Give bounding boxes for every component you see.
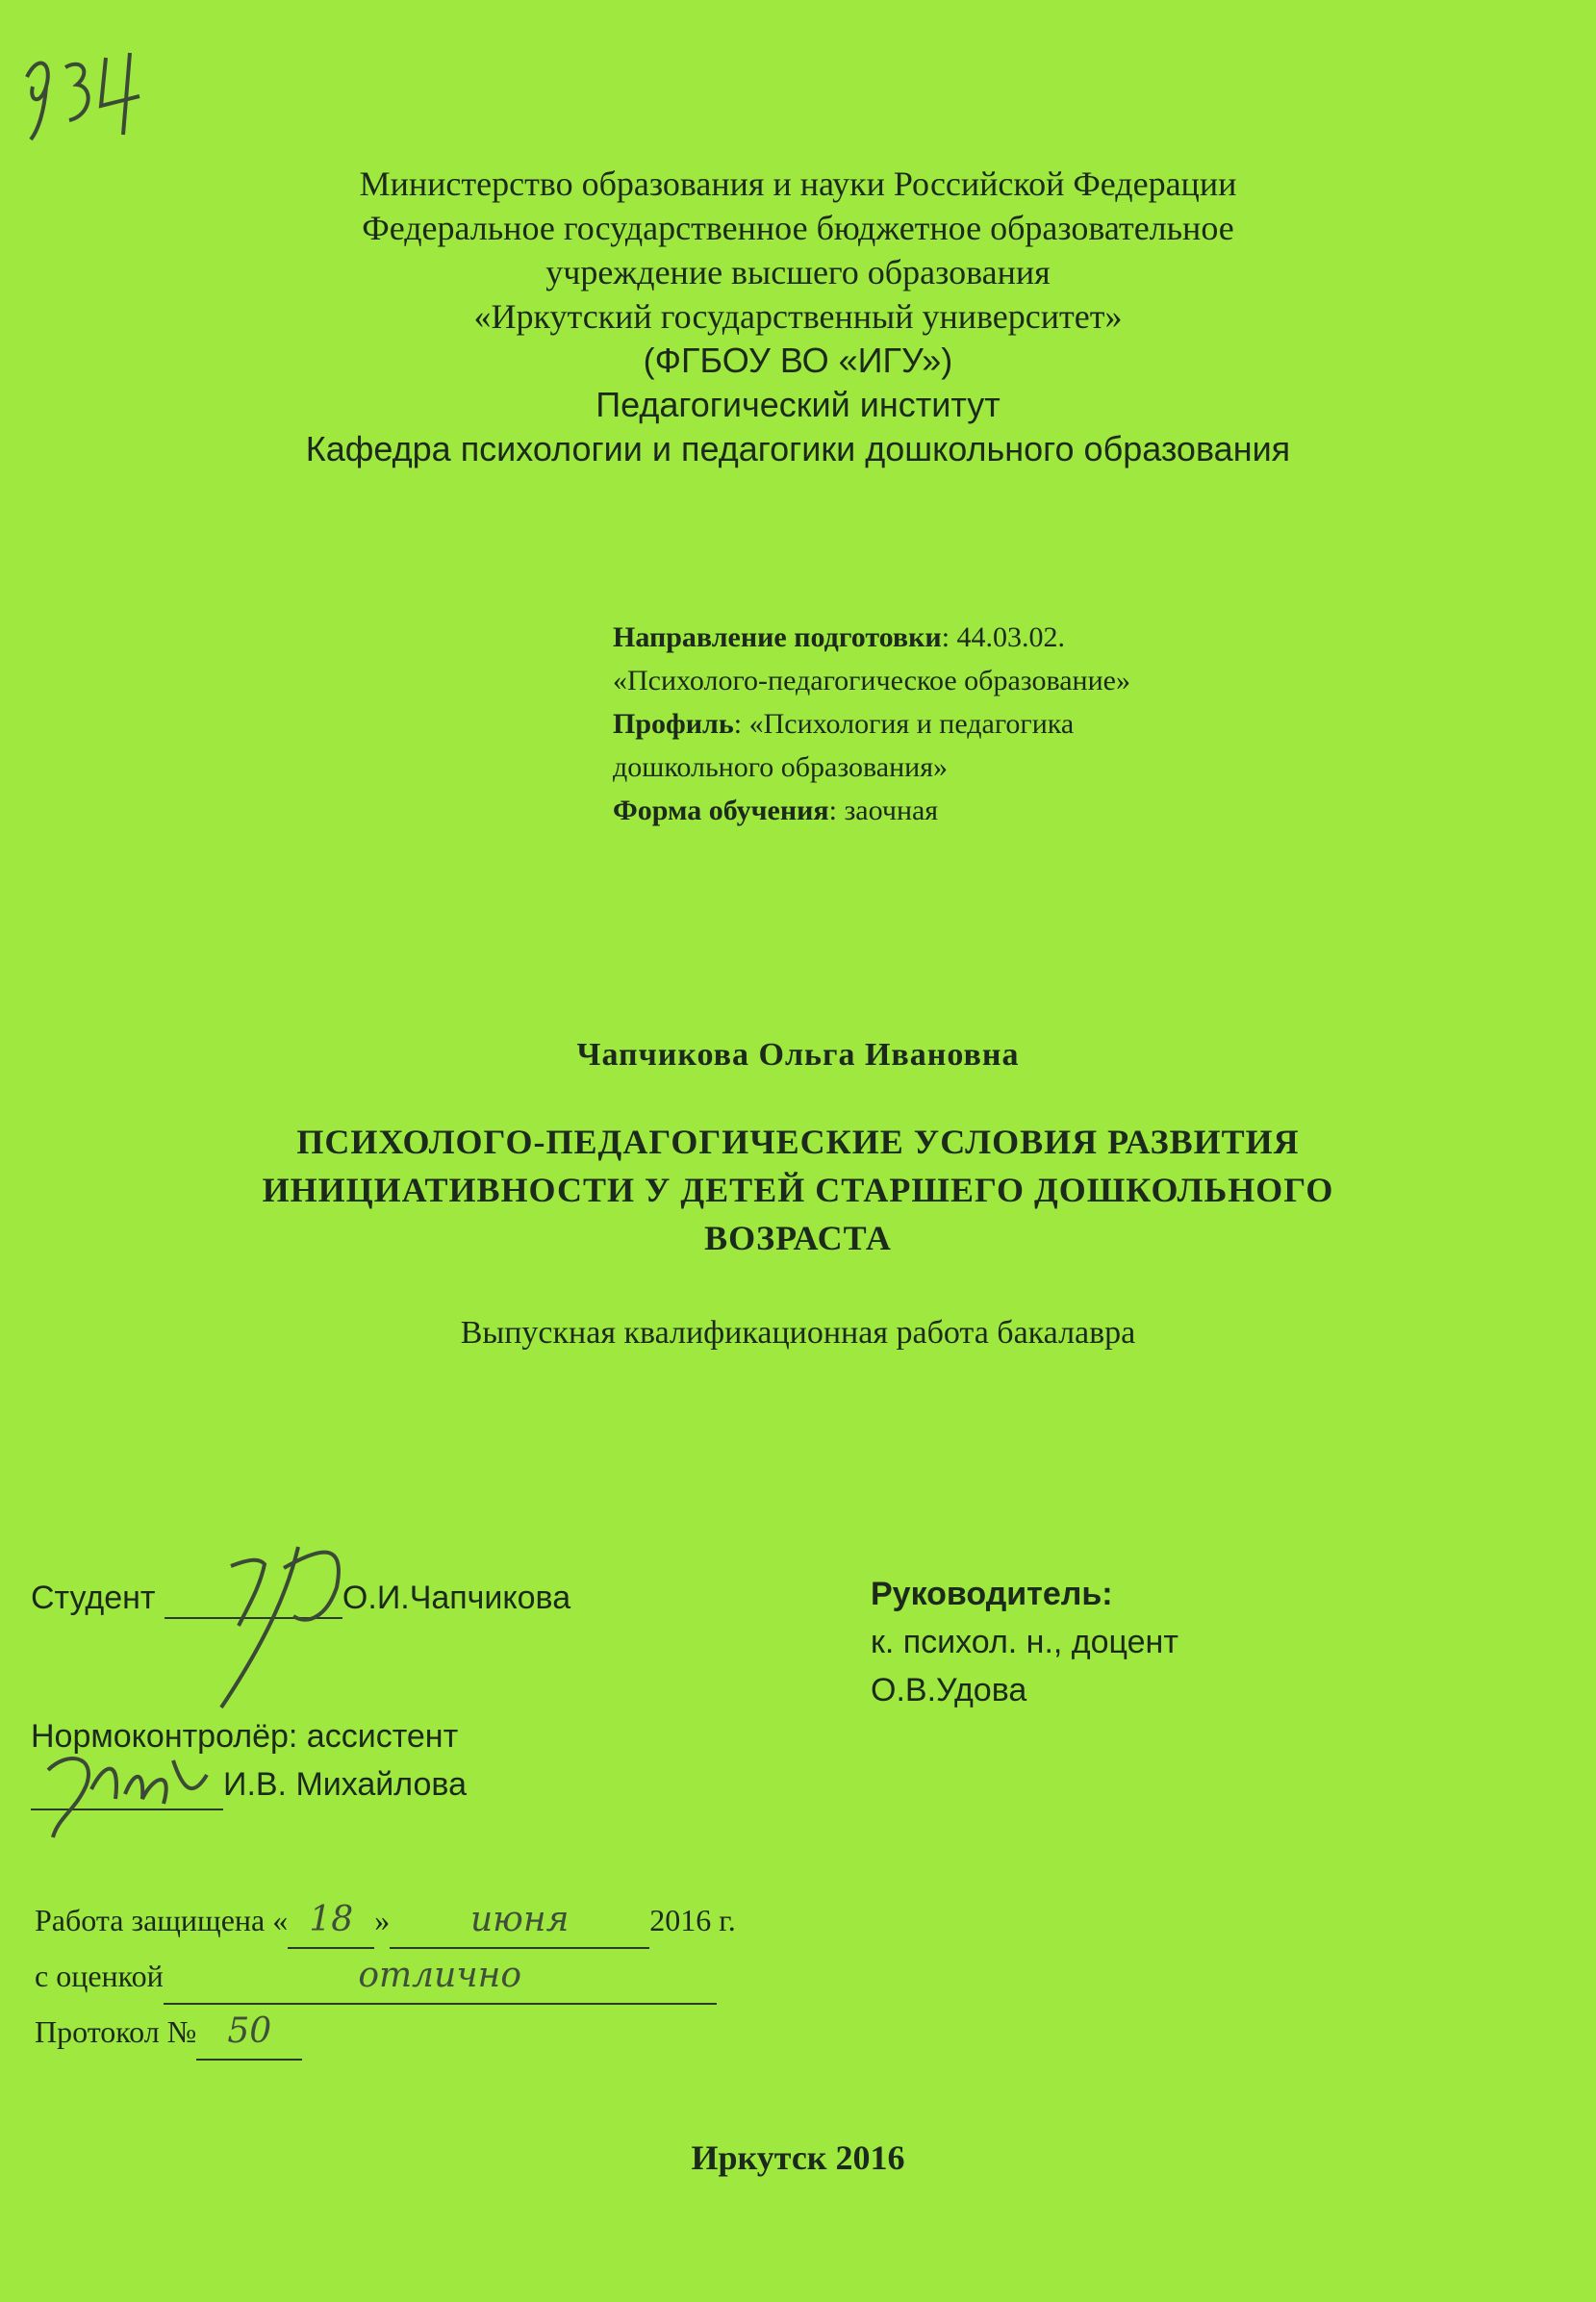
university-name: «Иркутский государственный университет» — [473, 297, 1123, 336]
direction-name: «Психолого-педагогическое образование» — [613, 665, 1130, 696]
student-name: О.И.Чапчикова — [342, 1580, 571, 1616]
profile-label: Профиль — [613, 708, 734, 740]
defense-year: 2016 г. — [649, 1903, 736, 1937]
grade-row — [35, 1949, 736, 2005]
handwritten-number-graphic — [10, 38, 154, 144]
defense-day: 18 — [288, 1893, 374, 1949]
defense-label: Работа защищена « — [35, 1903, 289, 1937]
protocol-row — [35, 2005, 736, 2061]
profile-line — [613, 702, 1305, 746]
department-name: Кафедра психологии и педагогики дошкольного образования — [305, 429, 1291, 468]
normocontroller-signature-icon — [29, 1732, 212, 1847]
direction-label: Направление подготовки — [613, 621, 942, 653]
institution-header — [0, 162, 1596, 471]
direction-value: : 44.03.02. — [941, 621, 1066, 653]
supervisor-degree: к. психол. н., доцент — [871, 1624, 1178, 1660]
work-type: Выпускная квалификационная работа бакалавра — [460, 1315, 1136, 1351]
normocontroller-name: И.В. Михайлова — [223, 1766, 468, 1803]
thesis-title-line-1: ПСИХОЛОГО-ПЕДАГОГИЧЕСКИЕ УСЛОВИЯ РАЗВИТИЯ — [296, 1123, 1300, 1161]
thesis-title-line-2: ИНИЦИАТИВНОСТИ У ДЕТЕЙ СТАРШЕГО ДОШКОЛЬНОГО — [262, 1171, 1334, 1209]
study-form-value: : заочная — [828, 795, 939, 826]
institute-name: Педагогический институт — [595, 385, 1001, 424]
grade-value: отлично — [164, 1949, 717, 2005]
grade-label: с оценкой — [35, 1959, 164, 1993]
handwritten-page-number — [10, 38, 154, 149]
protocol-number: 50 — [196, 2005, 302, 2061]
thesis-title-line-3: ВОЗРАСТА — [704, 1219, 892, 1257]
student-signature-icon — [192, 1530, 366, 1712]
study-form-line — [613, 789, 1305, 832]
defense-date-row — [35, 1893, 736, 1949]
supervisor-block — [871, 1570, 1178, 1714]
protocol-label: Протокол № — [35, 2014, 197, 2049]
student-label: Студент — [31, 1580, 165, 1616]
ministry-line: Министерство образования и науки Российской Федерации — [359, 164, 1237, 203]
federal-institution-line: Федеральное государственное бюджетное образовательное — [362, 209, 1234, 247]
defense-block — [35, 1893, 736, 2061]
study-program-block — [613, 616, 1305, 832]
author-name: Чапчикова Ольга Ивановна — [576, 1037, 1020, 1073]
thesis-title — [58, 1118, 1538, 1262]
institution-line-2: учреждение высшего образования — [545, 253, 1051, 291]
supervisor-label: Руководитель: — [871, 1576, 1113, 1612]
defense-quote-close: » — [374, 1903, 391, 1937]
city-year: Иркутск 2016 — [691, 2138, 905, 2177]
profile-value-continued: дошкольного образования» — [613, 751, 949, 783]
profile-value: : «Психология и педагогика — [733, 708, 1075, 740]
defense-month: июня — [390, 1893, 649, 1949]
normocontroller-title: Нормоконтролёр: ассистент — [31, 1718, 459, 1755]
supervisor-name: О.В.Удова — [871, 1672, 1027, 1708]
university-abbreviation: (ФГБОУ ВО «ИГУ») — [643, 341, 953, 380]
direction-line — [613, 616, 1305, 659]
study-form-label: Форма обучения — [613, 795, 829, 826]
